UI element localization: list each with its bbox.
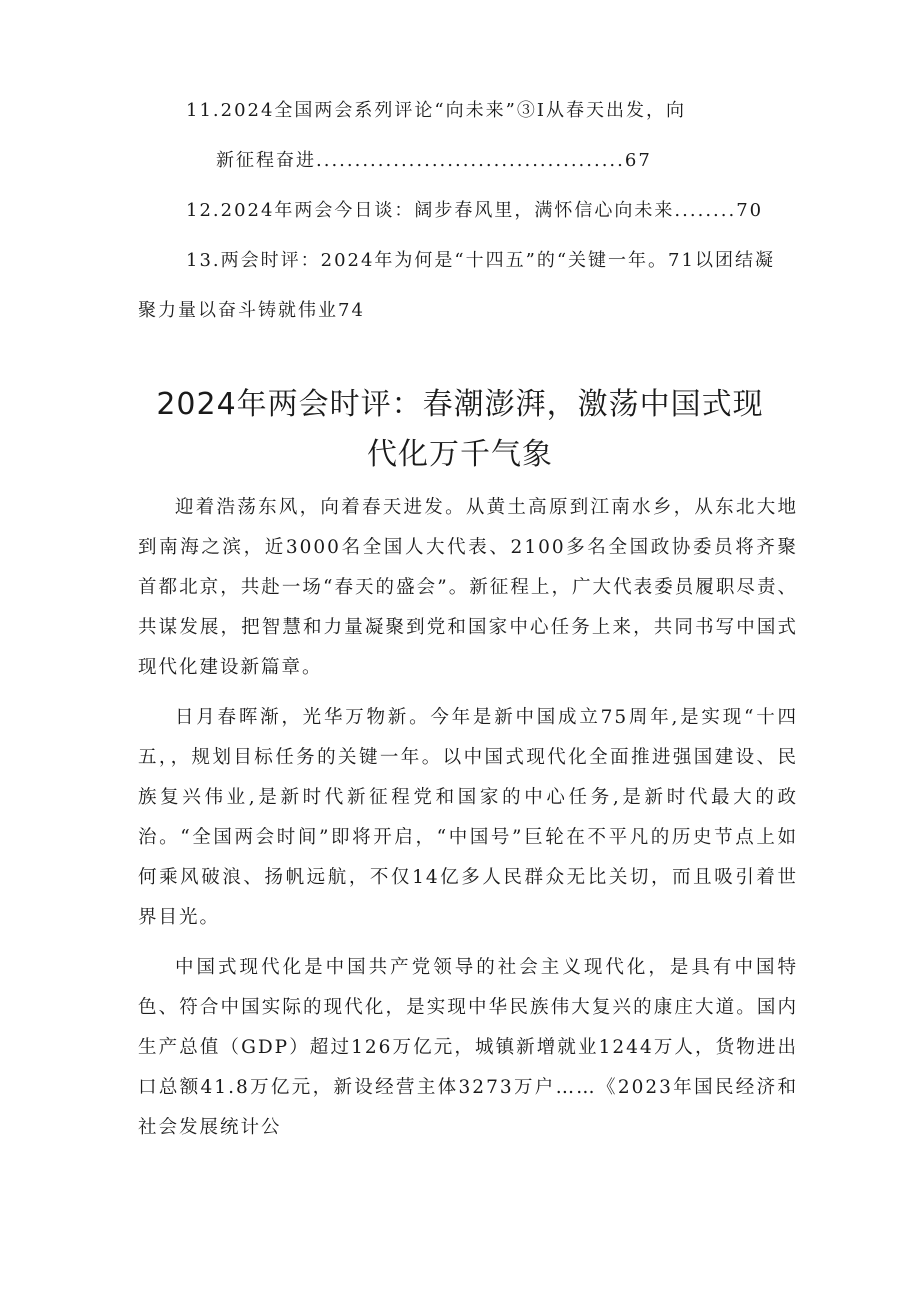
article-title-line-1: 2024年两会时评：春潮澎湃，激荡中国式现 [156,387,764,422]
paragraph-3: 中国式现代化是中国共产党领导的社会主义现代化，是具有中国特色、符合中国实际的现代化，是实现中华民族伟大复兴的康庄大道。国内生产总值（GDP）超过126万亿元，城镇新增就业1244万人，货物进出口总额41.8万亿元，新设经营主体3273万户……《2023年国民经济和社会发展统计公 [138,957,798,1138]
paragraph-1: 迎着浩荡东风，向着春天进发。从黄土高原到江南水乡，从东北大地到南海之滨，近3000名全国人大代表、2100多名全国政协委员将齐聚首都北京，共赴一场“春天的盛会”。新征程上，广大代表委员履职尽责、共谋发展，把智慧和力量凝聚到党和国家中心任务上来，共同书写中国式现代化建设新篇章。 [138,497,798,678]
article-title-line-2: 代化万千气象 [367,437,553,472]
article-body [138,488,798,1158]
table-of-contents [138,98,788,348]
article-title [130,380,790,480]
paragraph-2: 日月春晖渐，光华万物新。今年是新中国成立75周年,是实现“十四五，，规划目标任务的关键一年。以中国式现代化全面推进强国建设、民族复兴伟业,是新时代新征程党和国家的中心任务,是新时代最大的政治。“全国两会时间”即将开启，“中国号”巨轮在不平凡的历史节点上如何乘风破浪、扬帆远航，不仅14亿多人民群众无比关切，而且吸引着世界目光。 [138,707,798,928]
toc-entry-13[interactable]: 13.两会时评：2024年为何是“十四五”的“关键一年。71以团结凝 [186,250,775,271]
toc-entry-13-continued[interactable]: 聚力量以奋斗铸就伟业74 [138,300,365,321]
toc-entry-12[interactable]: 12.2024年两会今日谈：阔步春风里，满怀信心向未来........70 [186,200,764,221]
toc-entry-11-continued[interactable]: 新征程奋进........................................67 [216,150,652,171]
toc-entry-11[interactable]: 11.2024全国两会系列评论“向未来”③I从春天出发，向 [186,100,686,121]
